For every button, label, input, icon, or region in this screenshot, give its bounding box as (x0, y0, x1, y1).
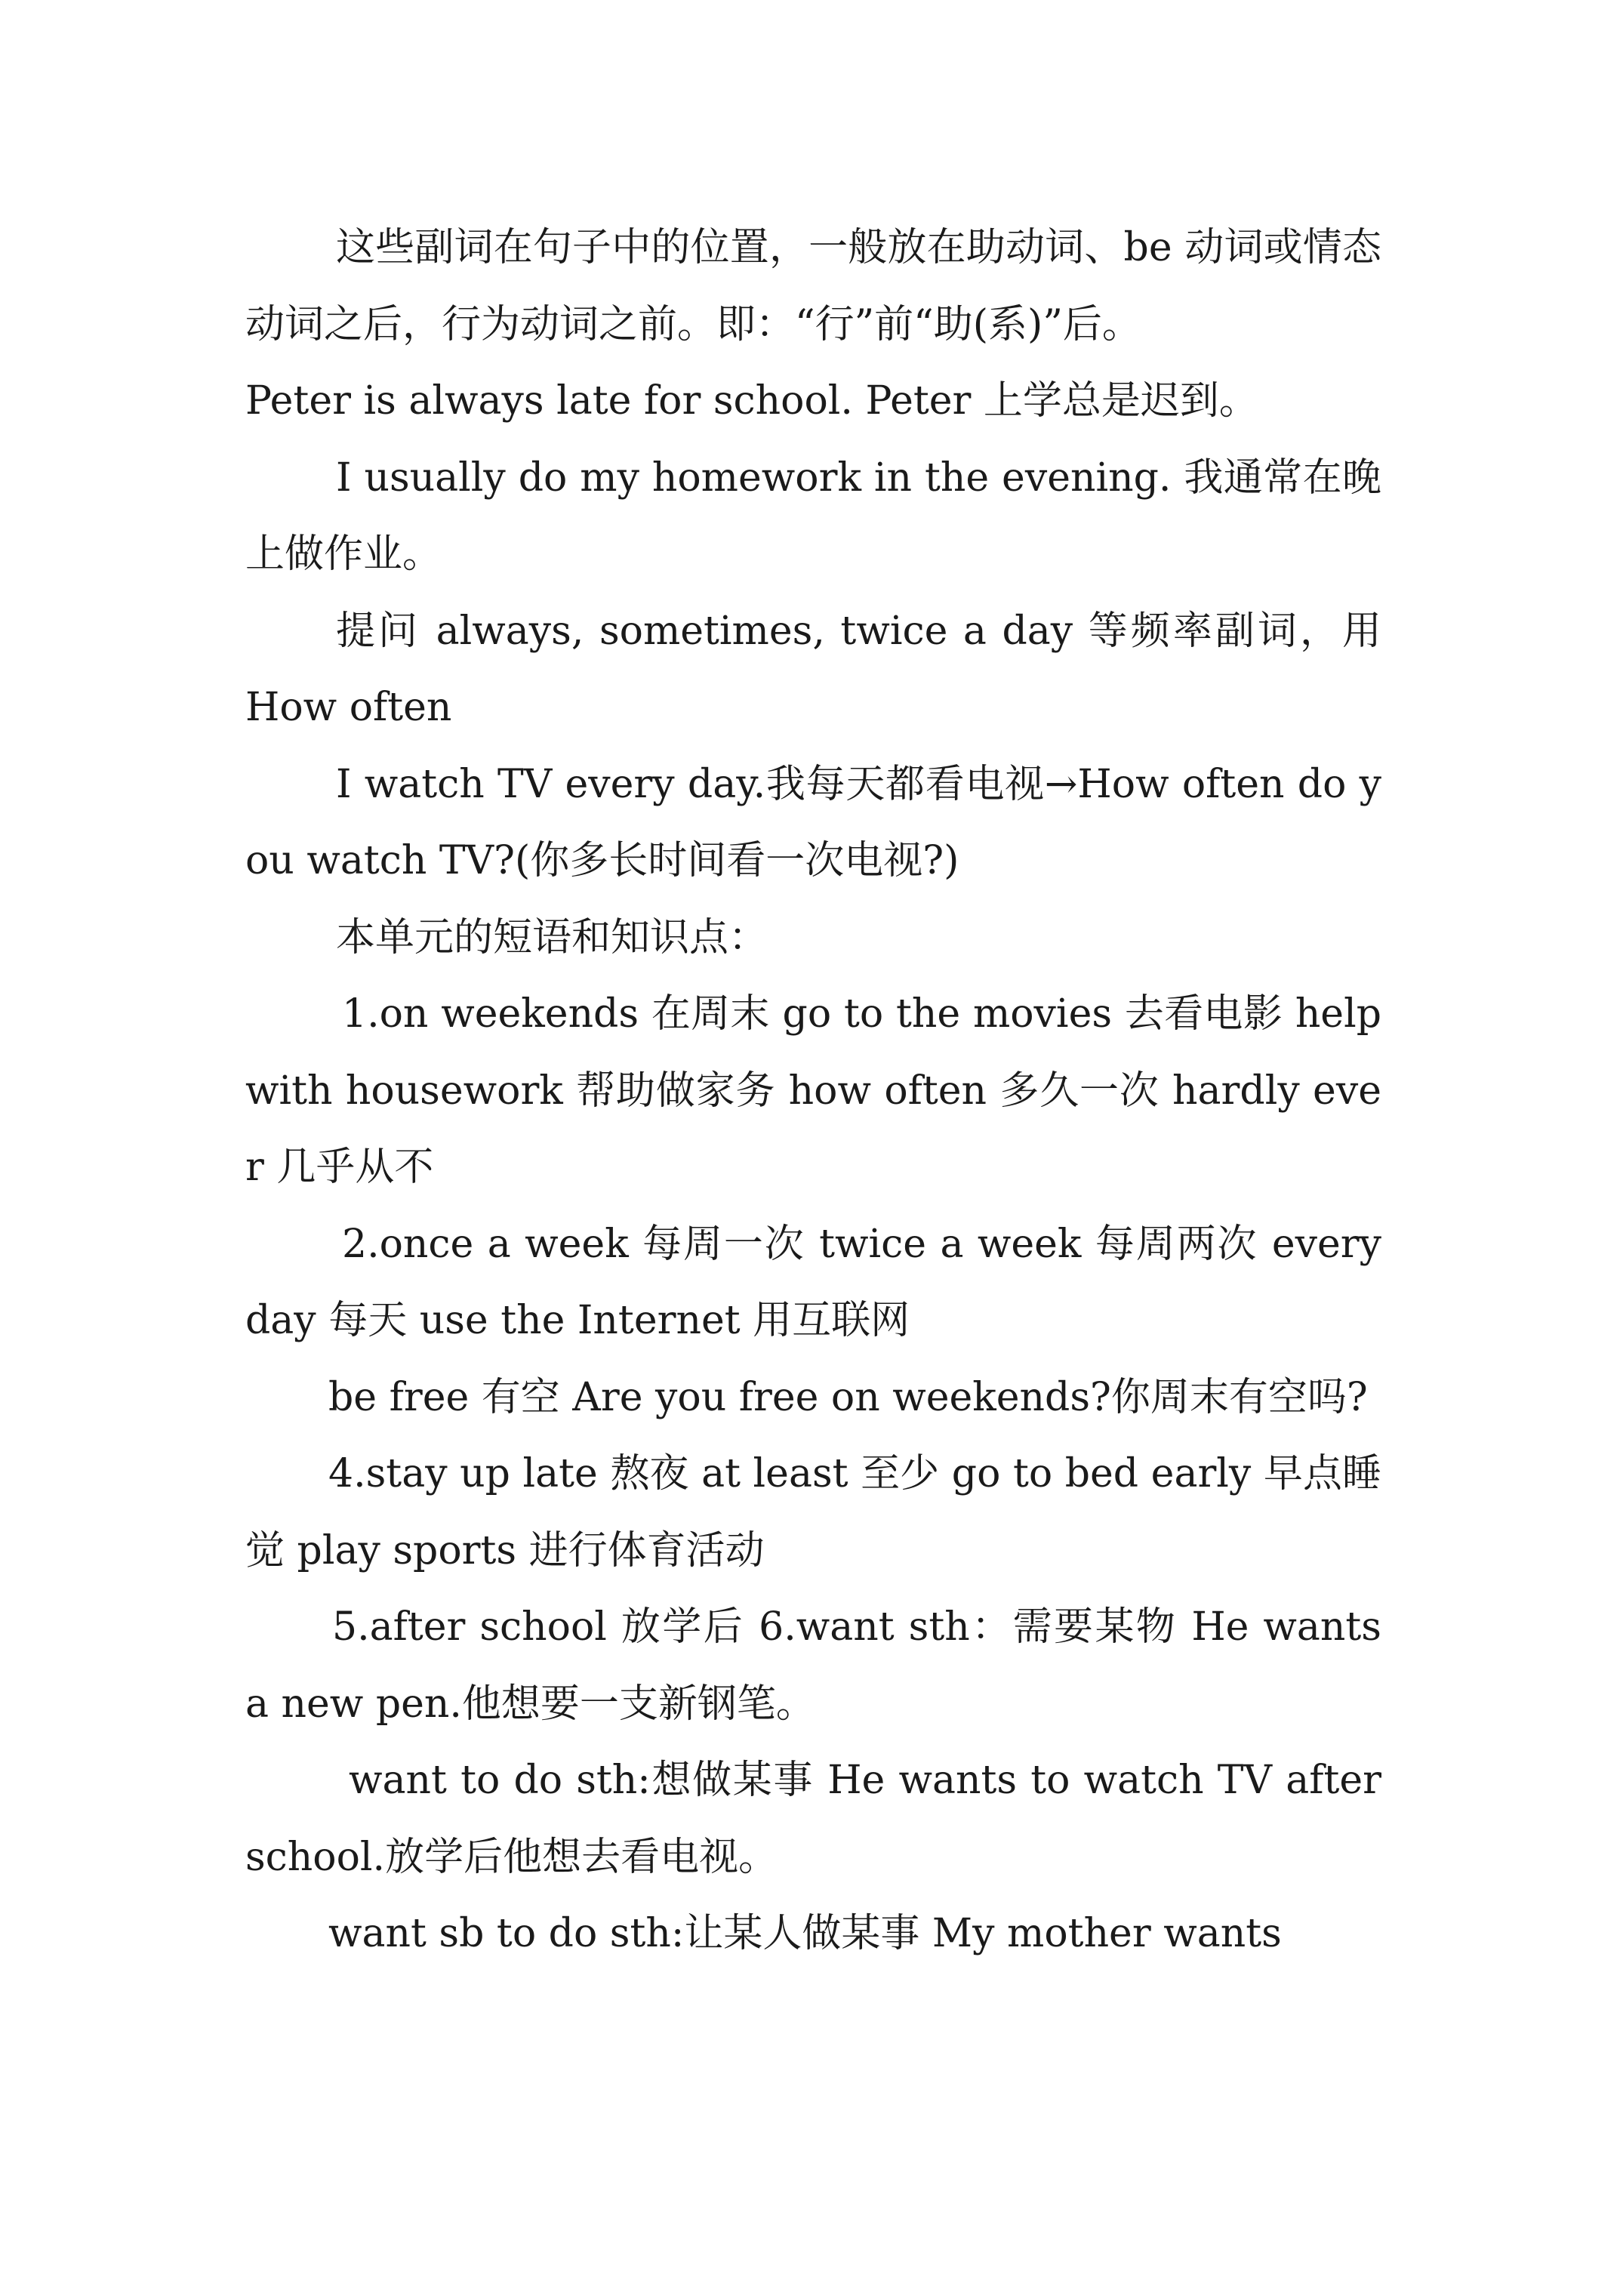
paragraph-phrases-4: 4.stay up late 熬夜 at least 至少 go to bed early 早点睡觉 play sports 进行体育活动 (245, 1451, 1381, 1573)
paragraph-example-homework: I usually do my homework in the evening. 我通常在晚上做作业。 (245, 455, 1381, 577)
paragraph-phrases-2: 2.once a week 每周一次 twice a week 每周两次 every day 每天 use the Internet 用互联网 (245, 1221, 1381, 1343)
paragraph-adverb-position: 这些副词在句子中的位置，一般放在助动词、be 动词或情态动词之后，行为动词之前。即：“行”前“助(系)”后。 (245, 225, 1381, 347)
paragraph-want-to-do: want to do sth:想做某事 He wants to watch TV after school.放学后他想去看电视。 (245, 1758, 1381, 1880)
paragraph-be-free: be free 有空 Are you free on weekends?你周末有空吗? (328, 1374, 1368, 1420)
paragraph-unit-phrases-heading: 本单元的短语和知识点： (336, 914, 768, 960)
paragraph-phrases-1: 1.on weekends 在周末 go to the movies 去看电影 help with housework 帮助做家务 how often 多久一次 hardly ever 几乎从不 (245, 991, 1381, 1190)
paragraph-example-peter: Peter is always late for school. Peter 上学总是迟到。 (245, 378, 1258, 424)
paragraph-example-watch-tv: I watch TV every day.我每天都看电视→How often do you watch TV?(你多长时间看一次电视?) (245, 761, 1381, 883)
paragraph-phrases-5-6: 5.after school 放学后 6.want sth：需要某物 He wants a new pen.他想要一支新钢笔。 (245, 1604, 1381, 1727)
paragraph-how-often: 提问 always, sometimes, twice a day 等频率副词，用 How often (245, 608, 1381, 730)
paragraph-want-sb-to-do: want sb to do sth:让某人做某事 My mother wants (328, 1911, 1282, 1956)
document-body (245, 210, 1381, 1973)
